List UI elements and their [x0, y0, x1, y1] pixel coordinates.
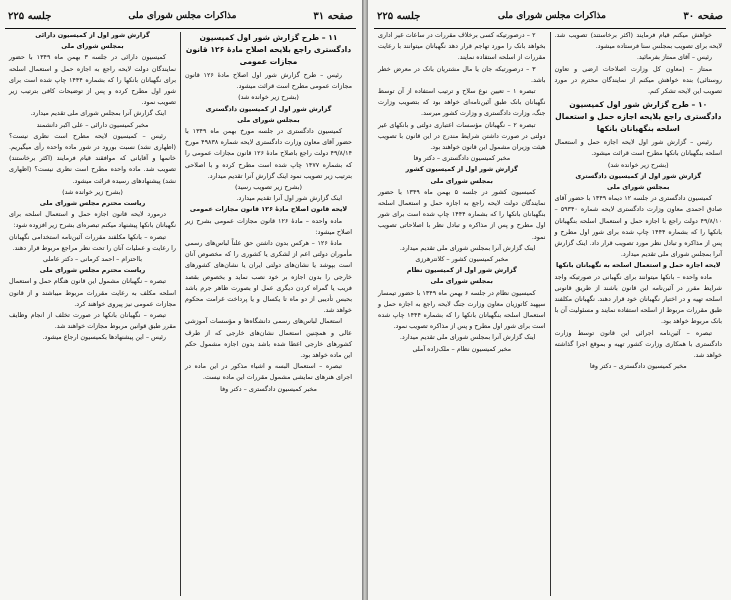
paragraph: درمورد لایحه قانون اجازه حمل و استعمال اسلحه برای نگهبانان بانکها پیشنهاد میکنم تبصره‌ای بشرح زیر افزوده شود:: [9, 210, 176, 230]
paragraph: لایحه اجازه حمل و استعمال اسلحه به نگهبانان بانکها: [555, 261, 721, 270]
paragraph: اینک گزارش آنرا بمجلس شورای ملی تقدیم میدارد.: [399, 333, 536, 342]
paragraph: بمجلس شورای ملی: [430, 176, 493, 185]
paragraph: رئیس – آقای ممتاز بفرمائید.: [636, 53, 712, 62]
paragraph: ریاست محترم مجلس شورای ملی: [39, 266, 146, 275]
paragraph: استعمال لباس‌های رسمی دانشگاه‌ها و مؤسسات آموزشی عالی و همچنین استعمال نشان‌های خارجی که از طرف کشورهای خارجی اعطا شده باشد بدون اجازه مشمول حکم این ماده خواهد بود.: [185, 317, 352, 360]
paragraph: بااحترام – احمد کرمانی – دکتر عاملی: [42, 255, 142, 264]
paragraph: رئیس – گزارش شور اول لایحه اجازه حمل و استعمال اسلحه بنگهبانان بانکها مطرح است قرائت میشود.: [554, 138, 722, 158]
text-column-right: [181, 30, 356, 600]
paragraph: (بشرح زیر خوانده شد): [62, 187, 123, 196]
paragraph: رئیس – کمیسیون لایحه مطرح است نظری نیست؟ (اظهاری نشد) نسبت بورود در شور ماده واحده رأی میگیریم. خانمها و آقایانی که موافقند قیام فرمایند (اکثر برخاستند) تصویب شد. ماده واحده مطرح است نظری نیست؟ (اظهاری نشد) پیشنهادهای رسیده قرائت میشود.: [9, 131, 176, 185]
paragraph: گزارش شور اول از کمیسیون کشور: [405, 165, 518, 174]
paragraph: تبصره – نگهبانان مشمول این قانون هنگام حمل و استعمال اسلحه مکلف به رعایت مقررات مربوط میباشند و از قانون مجازات عمومی نیز پیروی خواهند کرد.: [9, 277, 176, 308]
page-right: [368, 0, 731, 600]
column-divider: [550, 32, 551, 596]
page-header: [5, 4, 356, 29]
paragraph: تبصره ۱ – تعیین نوع سلاح و ترتیب استفاده از آن توسط نگهبانان بانک طبق آئین‌نامه‌ای خواهد بود که بتصویب وزارت جنگ، وزارت دادگستری و وزارت کشور میرسد.: [378, 87, 546, 118]
paragraph: مخبر کمیسیون نظام – ملک‌زاده آملی: [412, 344, 512, 353]
paragraph: تبصره – نگهبانان بانکها در صورت تخلف از انجام وظایف مقرر طبق قوانین مربوط مجازات خواهند شد.: [9, 311, 176, 331]
paragraph: بمجلس شورای ملی: [430, 277, 493, 286]
paragraph: گزارش شور اول از کمیسیون دارائی: [35, 31, 150, 39]
paragraph: گزارش شور اول از کمیسیون دادگستری: [205, 104, 332, 113]
paragraph: کمیسیون نظام در جلسه ۶ بهمن ماه ۱۳۴۹ با حضور تیمسار سپهبد کاتوزیان معاون وزارت جنگ لایحه راجع به اجازه حمل و استعمال اسلحه بنگهبانان بانکها را که بشماره ۱۴۴۴ چاپ شده است برای شور اول مطرح و پس از مذاکره تصویب نمود.: [378, 288, 546, 331]
paragraph: مخبر کمیسیون دادگستری – دکتر وفا: [413, 154, 511, 163]
paragraph: کمیسیون کشور در جلسه ۵ بهمن ماه ۱۳۴۹ با حضور نمایندگان دولت لایحه راجع به اجازه حمل و استعمال اسلحه بنگهبانان بانکها را که بشماره ۱۴۴۴ چاپ شده است برای شور اول مطرح و پس از مذاکره و تبادل نظر با اصلاحاتی تصویب نمود.: [378, 187, 546, 241]
column-divider: [180, 32, 181, 596]
paragraph: گزارش شور اول از کمیسیون نظام: [406, 266, 517, 275]
paragraph: کمیسیون دادگستری در جلسه ۱۲ دیماه ۱۳۴۹ با حضور آقای صادق احمدی معاون وزارت دادگستری لایحه شماره ۵۹۳۴۰ – ۴۹/۸/۱۰ دولت راجع با اجازه حمل و استعمال اسلحه بنگهبانان بانکها را که بشماره ۱۴۴۴ چاپ شده برای شور اول مطرح و پس از مذاکره و تبادل نظر مورد تصویب قرار داد. اینک گزارش آنرا بمجلس شورای ملی تقدیم میدارد.: [554, 194, 723, 259]
header-title: مذاکرات مجلس شورای ملی: [497, 11, 606, 21]
paragraph: لایحه قانون اصلاح مادهٔ ۱۲۶ قانون مجازات عمومی: [189, 205, 348, 214]
paragraph: ۳ – درصورتیکه جان یا مال مشتریان بانک در معرض خطر باشد.: [378, 64, 546, 84]
paragraph: مخبر کمیسیون دادگستری – دکتر وفا: [589, 362, 687, 371]
paragraph: خواهش میکنم قیام فرمایند (اکثر برخاستند) تصویب شد. لایحه برای تصویب بمجلس سنا فرستاده میشود.: [554, 31, 722, 51]
section-heading: ۱۰ – طرح گزارش شور اول کمیسیون دادگستری راجع بلایحه اجازه حمل و استعمال اسلحه بنگهبانان بانکها: [555, 100, 722, 134]
paragraph: گزارش شور اول از کمیسیون دادگستری: [575, 171, 702, 180]
column-container: [5, 30, 356, 600]
paragraph: کمیسیون دارائی در جلسه ۳ بهمن ماه ۱۳۴۹ با حضور نمایندگان دولت لایحه راجع به اجازه حمل و استعمال اسلحه برای نگهبانان بانکها را که بشماره ۱۴۴۴ چاپ شده است برای شور اول مطرح کرده و پس از توضیحات کافی بترتیب زیر تصویب نمود.: [9, 53, 176, 107]
paragraph: ریاست محترم مجلس شورای ملی: [39, 199, 146, 208]
paragraph: ممتاز – (معاون کل وزارت اصلاحات ارضی و تعاون روستائی) بنده خواهش میکنم از نمایندگان محترم در مورد تصویب این لایحه تشکر کنم.: [554, 64, 722, 96]
paragraph: بمجلس شورای ملی: [237, 115, 300, 124]
paragraph: تبصره ۲ – نگهبانان مؤسسات اعتباری دولتی و بانکهای غیر دولتی در صورت داشتن شرایط مندرج در این قانون با تصویب هیئت وزیران مشمول این قانون خواهند بود.: [378, 120, 546, 152]
paragraph: اینک گزارش شور اول آنرا تقدیم میدارد.: [236, 194, 342, 203]
page-header: [374, 4, 726, 29]
text-column-left: [5, 30, 180, 600]
text-column-left: [374, 30, 550, 600]
paragraph: ماده واحده – بانکها میتوانند برای نگهبانی در صورتیکه واجد شرایط مقرر در آئین‌نامه این قانون باشند از طریق قانونی اسلحه تهیه و در اختیار نگهبانان خود قرار دهند. نگهبانان مکلفند طبق مقررات مربوط از اسلحه استفاده نمایند و مسئولیت آن با بانک مربوط خواهد بود.: [554, 272, 722, 326]
paragraph: مخبر کمیسیون دادگستری – دکتر وفا: [220, 384, 317, 393]
paragraph: کمیسیون دادگستری در جلسه مورخ بهمن ماه ۱۳۴۹ با حضور آقای معاون وزارت دادگستری لایحه شماره ۴۹۸۳۸ مورخ ۴۹/۸/۱۴ دولت راجع باصلاح مادهٔ ۱۲۶ قانون مجازات عمومی را که بشماره ۱۴۷۷ چاپ شده است مطرح کرده و با اصلاحی بترتیب زیر تصویب نمود اینک گزارش آنرا تقدیم میدارد.: [185, 127, 352, 180]
paragraph: تبصره – بانکها مکلفند مقررات آئین‌نامه استخدامی نگهبانان را رعایت و عملیات آنان را تحت نظر مراجع مربوط قرار دهند.: [9, 232, 176, 252]
paragraph: مخبر کمیسیون دارائی – علی اکبر دانشمند: [36, 120, 149, 129]
paragraph: (بشرح زیر تصویب رسید): [234, 183, 302, 192]
paragraph: رئیس – این پیشنهادها بکمیسیون ارجاع میشود.: [42, 333, 166, 342]
session-number: جلسه ۲۲۵: [8, 10, 52, 22]
page-number: صفحه ۳۰: [683, 10, 723, 22]
paragraph: بمجلس شورای ملی: [61, 42, 124, 51]
section-heading: ۱۱ – طرح گزارش شور اول کمیسیون دادگستری راجع بلایحه اصلاح مادهٔ ۱۲۶ قانون مجازات عمومی: [185, 33, 352, 66]
paragraph: تبصره – استعمال البسه و اشیاء مذکور در این ماده در اجرای هنرهای نمایشی مشمول مقررات این ماده نیست.: [185, 362, 352, 382]
paragraph: ماده واحده – مادهٔ ۱۲۶ قانون مجازات عمومی بشرح زیر اصلاح میشود:: [185, 216, 352, 236]
paragraph: اینک گزارش آنرا بمجلس شورای ملی تقدیم میدارد.: [399, 243, 536, 252]
text-column-right: [551, 30, 727, 600]
page-number: صفحه ۳۱: [313, 10, 353, 22]
paragraph: تبصره – آئین‌نامه اجرائی این قانون توسط وزارت دادگستری با همکاری وزارت کشور تهیه و بموقع اجرا گذاشته خواهد شد.: [554, 328, 722, 360]
paragraph: رئیس – طرح گزارش شور اول اصلاح مادهٔ ۱۲۶ قانون مجازات عمومی مطرح است قرائت میشود.: [185, 71, 352, 91]
paragraph: مادهٔ ۱۲۶ – هرکس بدون داشتن حق علناً لباس‌های رسمی مأموران دولتی اعم از لشکری یا کشوری را که مخصوص آنان است بپوشد یا نشان‌های دولتی ایران یا نشان‌های کشورهای خارجی را بدون اجازه بر خود نصب نماید و بخصوص بقصد فریب یا گمراه کردن دیگری عمل او بصورت ظاهر جرم باشد بحبس تأدیبی از دو ماه تا یکسال و یا پرداخت غرامت محکوم خواهد شد.: [185, 239, 352, 315]
paragraph: اینک گزارش آنرا بمجلس شورای ملی تقدیم میدارد.: [30, 109, 166, 118]
page-left: [0, 0, 362, 600]
paragraph: (بشرح زیر خوانده شد): [238, 93, 299, 102]
paragraph: بمجلس شورای ملی: [607, 183, 670, 192]
paragraph: ۲ – درصورتیکه کسی برخلاف مقررات در ساعات غیر اداری بخواهد بانک را مورد تهاجم قرار دهد نگهبانان میتوانند با رعایت مقررات از اسلحه استفاده نمایند.: [378, 31, 546, 62]
session-number: جلسه ۲۲۵: [377, 10, 421, 22]
column-container: [374, 30, 726, 600]
paragraph: (بشرح زیر خوانده شد): [607, 160, 669, 169]
header-title: مذاکرات مجلس شورای ملی: [128, 11, 237, 21]
paragraph: مخبر کمیسیون کشور – کلانترهرزی: [415, 255, 509, 264]
